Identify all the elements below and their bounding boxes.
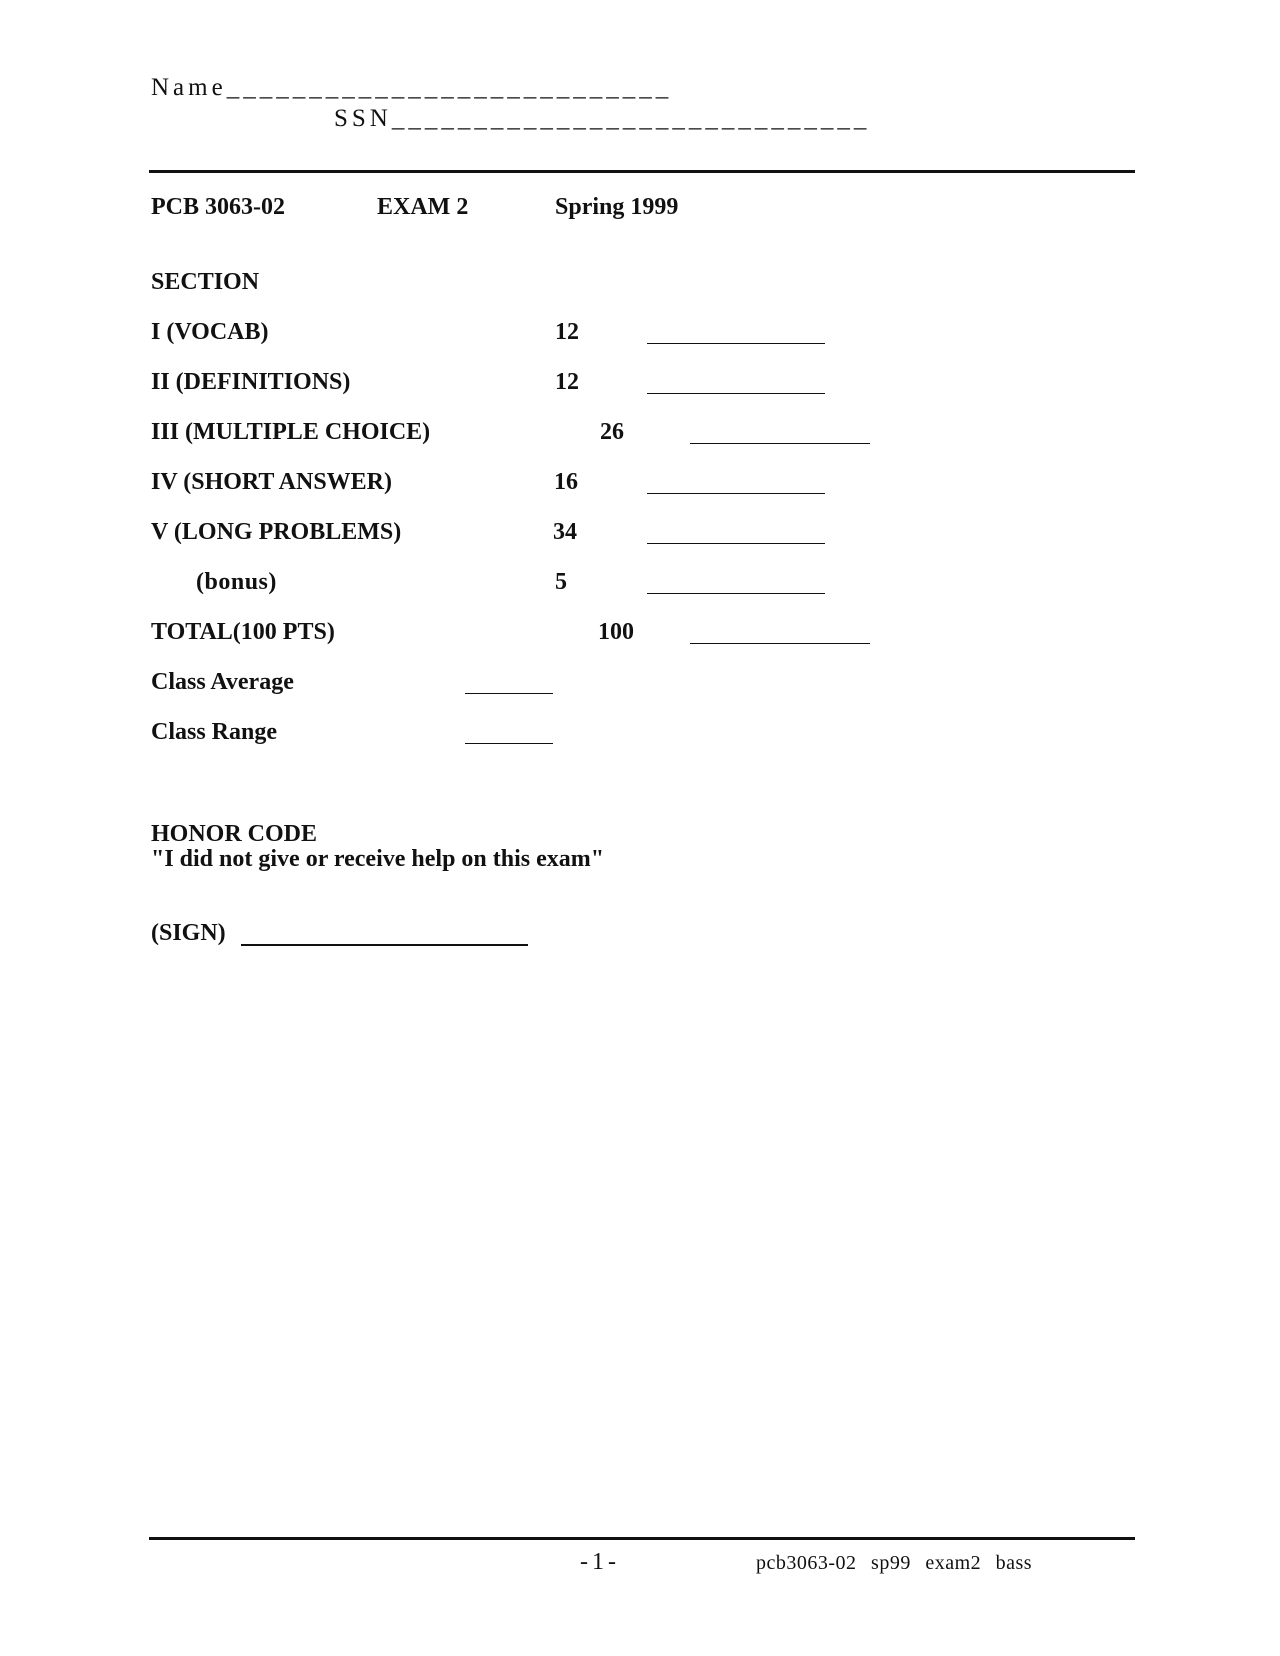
score-blank-short-answer (647, 493, 825, 494)
section-points-multiple-choice: 26 (600, 419, 624, 445)
footer-divider (149, 1537, 1135, 1540)
score-blank-definitions (647, 393, 825, 394)
section-points-vocab: 12 (555, 319, 579, 345)
section-points-bonus: 5 (555, 569, 567, 595)
course-code: PCB 3063-02 (151, 194, 285, 220)
document-id: pcb3063-02 sp99 exam2 bass (756, 1552, 1033, 1574)
section-points-short-answer: 16 (554, 469, 578, 495)
score-blank-long-problems (647, 543, 825, 544)
class-range-blank (465, 743, 553, 744)
honor-code-heading: HONOR CODE (151, 821, 318, 847)
section-label-definitions: II (DEFINITIONS) (151, 369, 351, 395)
signature-line (241, 944, 528, 946)
section-label-short-answer: IV (SHORT ANSWER) (151, 469, 392, 495)
section-points-long-problems: 34 (553, 519, 577, 545)
section-points-definitions: 12 (555, 369, 579, 395)
header-divider (149, 170, 1135, 173)
score-blank-multiple-choice (690, 443, 870, 444)
class-range-label: Class Range (151, 719, 278, 745)
score-blank-total (690, 643, 870, 644)
score-blank-bonus (647, 593, 825, 594)
name-field-label: Name___________________________ (151, 74, 673, 101)
section-label-total: TOTAL(100 PTS) (151, 619, 335, 645)
exam-title: EXAM 2 (377, 194, 469, 220)
section-label-vocab: I (VOCAB) (151, 319, 269, 345)
section-label-bonus: (bonus) (196, 569, 277, 595)
section-heading: SECTION (151, 269, 260, 295)
class-average-blank (465, 693, 553, 694)
ssn-field-label: SSN_____________________________ (334, 105, 871, 132)
page-number: -1- (580, 1549, 620, 1575)
exam-term: Spring 1999 (555, 194, 679, 220)
class-average-label: Class Average (151, 669, 294, 695)
honor-code-statement: "I did not give or receive help on this exam" (151, 846, 605, 872)
section-label-long-problems: V (LONG PROBLEMS) (151, 519, 402, 545)
signature-label: (SIGN) (151, 920, 226, 946)
section-label-multiple-choice: III (MULTIPLE CHOICE) (151, 419, 431, 445)
score-blank-vocab (647, 343, 825, 344)
section-points-total: 100 (598, 619, 634, 645)
